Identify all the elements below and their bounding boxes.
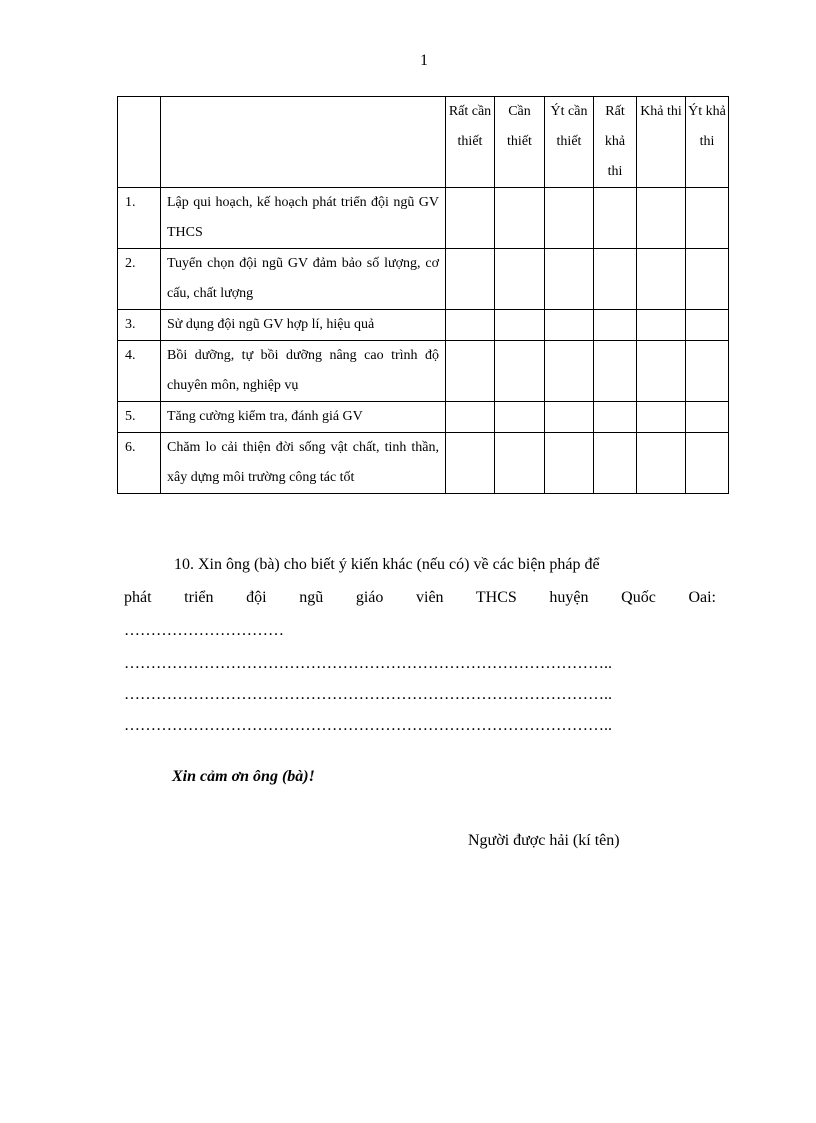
rating-cell[interactable] (446, 188, 495, 249)
answer-dots-line-1[interactable]: ……………………………………………………………………………….. (124, 655, 612, 672)
rating-cell[interactable] (686, 402, 729, 433)
rating-cell[interactable] (637, 249, 686, 310)
rating-cell[interactable] (545, 341, 594, 402)
rating-cell[interactable] (446, 402, 495, 433)
rating-cell[interactable] (594, 249, 637, 310)
rating-cell[interactable] (637, 402, 686, 433)
row-number: 4. (118, 341, 161, 402)
rating-cell[interactable] (545, 402, 594, 433)
table-row (118, 249, 729, 310)
rating-cell[interactable] (495, 341, 545, 402)
page-number: 1 (420, 52, 428, 69)
header-cell-necessary: Cần thiết (495, 97, 545, 188)
rating-cell[interactable] (686, 310, 729, 341)
rating-cell[interactable] (637, 188, 686, 249)
row-number: 2. (118, 249, 161, 310)
question-line-1: 10. Xin ông (bà) cho biết ý kiến khác (nếu có) về các biện pháp để (174, 556, 600, 573)
table-row (118, 433, 729, 494)
table-row (118, 310, 729, 341)
rating-cell[interactable] (495, 188, 545, 249)
rating-cell[interactable] (686, 188, 729, 249)
question-paragraph (124, 548, 716, 614)
header-cell-less-necessary: Ýt cần thiết (545, 97, 594, 188)
rating-cell[interactable] (446, 310, 495, 341)
row-text: Bồi dưỡng, tự bồi dưỡng nâng cao trình độ chuyên môn, nghiệp vụ (161, 341, 446, 402)
row-text: Tuyển chọn đội ngũ GV đảm bảo số lượng, cơ cấu, chất lượng (161, 249, 446, 310)
row-text: Tăng cường kiểm tra, đánh giá GV (161, 402, 446, 433)
row-number: 1. (118, 188, 161, 249)
answer-dots-short[interactable]: ………………………… (124, 622, 284, 639)
rating-cell[interactable] (637, 310, 686, 341)
row-text: Lập qui hoạch, kế hoạch phát triển đội ngũ GV THCS (161, 188, 446, 249)
rating-cell[interactable] (446, 341, 495, 402)
rating-cell[interactable] (495, 402, 545, 433)
rating-cell[interactable] (686, 249, 729, 310)
rating-cell[interactable] (686, 433, 729, 494)
rating-cell[interactable] (545, 188, 594, 249)
table-row (118, 188, 729, 249)
rating-cell[interactable] (594, 341, 637, 402)
rating-cell[interactable] (495, 433, 545, 494)
rating-cell[interactable] (637, 341, 686, 402)
rating-cell[interactable] (637, 433, 686, 494)
row-text: Chăm lo cải thiện đời sống vật chất, tinh thần, xây dựng môi trường công tác tốt (161, 433, 446, 494)
rating-cell[interactable] (686, 341, 729, 402)
answer-dots-line-2[interactable]: ……………………………………………………………………………….. (124, 686, 612, 703)
row-number: 6. (118, 433, 161, 494)
rating-cell[interactable] (594, 310, 637, 341)
rating-cell[interactable] (594, 433, 637, 494)
table-row (118, 402, 729, 433)
rating-cell[interactable] (446, 249, 495, 310)
rating-cell[interactable] (545, 310, 594, 341)
rating-cell[interactable] (594, 402, 637, 433)
header-cell-num (118, 97, 161, 188)
rating-cell[interactable] (545, 249, 594, 310)
header-cell-feasible: Khả thi (637, 97, 686, 188)
header-cell-measure (161, 97, 446, 188)
row-number: 5. (118, 402, 161, 433)
row-number: 3. (118, 310, 161, 341)
thanks-text: Xin cảm ơn ông (bà)! (172, 768, 315, 785)
answer-dots-line-3[interactable]: ……………………………………………………………………………….. (124, 717, 612, 734)
rating-cell[interactable] (594, 188, 637, 249)
rating-cell[interactable] (495, 249, 545, 310)
rating-cell[interactable] (446, 433, 495, 494)
header-cell-less-feasible: Ýt khả thi (686, 97, 729, 188)
rating-cell[interactable] (545, 433, 594, 494)
rating-cell[interactable] (495, 310, 545, 341)
question-line-2: phát triển đội ngũ giáo viên THCS huyện Quốc Oai: (124, 589, 716, 606)
header-cell-very-feasible: Rất khả thi (594, 97, 637, 188)
survey-table (117, 96, 729, 494)
header-cell-very-necessary: Rất cần thiết (446, 97, 495, 188)
table-row (118, 341, 729, 402)
row-text: Sử dụng đội ngũ GV hợp lí, hiệu quả (161, 310, 446, 341)
signer-label: Người được hải (kí tên) (468, 832, 620, 849)
table-header-row (118, 97, 729, 188)
